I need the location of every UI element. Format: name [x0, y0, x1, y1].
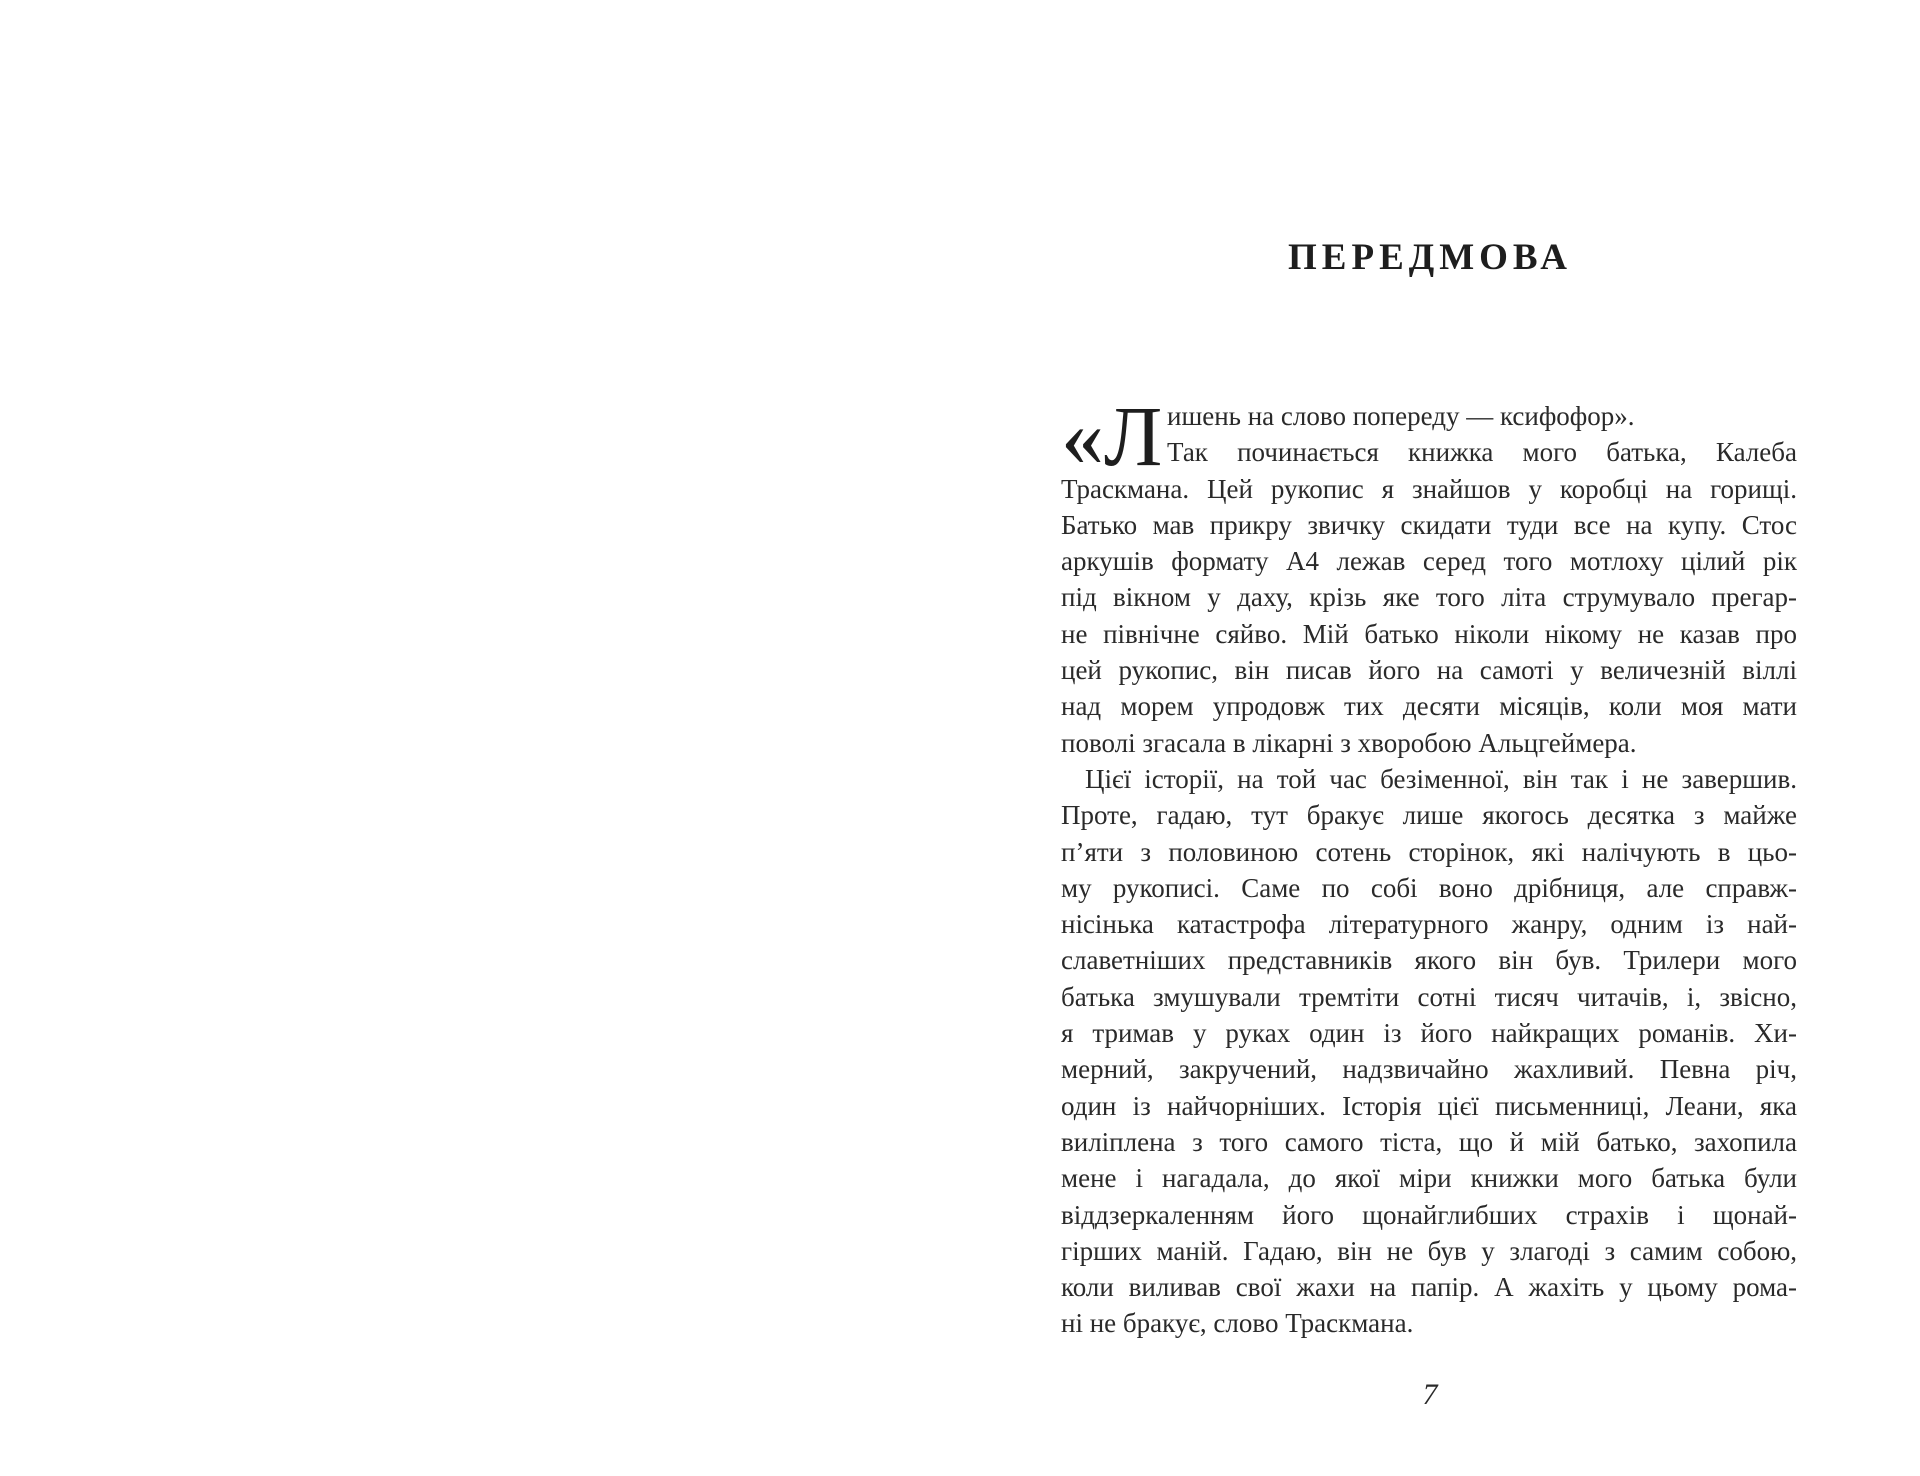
text-line: над морем упродовж тих десяти місяців, коли моя мати: [1061, 691, 1797, 722]
chapter-title: ПЕРЕДМОВА: [1288, 237, 1572, 278]
text-line: аркушів формату А4 лежав серед того мотлоху цілий рік: [1061, 546, 1797, 577]
text-line: Траскмана. Цей рукопис я знайшов у коробці на горищі.: [1061, 473, 1797, 504]
text-line: не північне сяйво. Мій батько ніколи нікому не казав про: [1061, 618, 1797, 649]
text-line: коли виливав свої жахи на папір. А жахіть у цьому рома-: [1061, 1272, 1797, 1303]
text-line: виліплена з того самого тіста, що й мій батько, захопила: [1061, 1126, 1797, 1157]
text-line: ні не бракує, слово Траскмана.: [1061, 1308, 1414, 1339]
text-line: ишень на слово попереду — ксифофор».: [1167, 401, 1635, 431]
text-line: славетніших представників якого він був. Трилери мого: [1061, 945, 1797, 976]
text-line: один із найчорніших. Історія цієї письменниці, Леани, яка: [1061, 1090, 1797, 1121]
text-line: нісінька катастрофа літературного жанру, одним із най-: [1061, 909, 1797, 940]
text-line: мерний, закручений, надзвичайно жахливий. Певна річ,: [1061, 1054, 1797, 1085]
body-text: [1061, 388, 1797, 1342]
text-line: цей рукопис, він писав його на самоті у величезній віллі: [1061, 655, 1797, 686]
text-line: Цієї історії, на той час безіменної, він так і не завершив.: [1085, 763, 1797, 794]
page-number: 7: [1422, 1378, 1438, 1411]
text-line: поволі згасала в лікарні з хворобою Альцгеймера.: [1061, 727, 1637, 758]
text-line: гірших маній. Гадаю, він не був у злагоді з самим собою,: [1061, 1235, 1797, 1266]
text-line: му рукописі. Саме по собі воно дрібниця, але справж-: [1061, 872, 1797, 903]
text-line: віддзеркаленням його щонайглибших страхів і щонай-: [1061, 1199, 1797, 1230]
text-line: Так починається книжка мого батька, Калеба: [1167, 437, 1797, 468]
text-line: Батько мав прикру звичку скидати туди все на купу. Стос: [1061, 509, 1797, 540]
drop-cap: «Л: [1061, 388, 1163, 484]
text-line: під вікном у даху, крізь яке того літа струмувало прегар-: [1061, 582, 1797, 613]
text-line: батька змушували тремтіти сотні тисяч читачів, і, звісно,: [1061, 981, 1797, 1012]
text-line: Проте, гадаю, тут бракує лише якогось десятка з майже: [1061, 800, 1797, 831]
text-line: мене і нагадала, до якої міри книжки мого батька були: [1061, 1163, 1797, 1194]
text-line: я тримав у руках один із його найкращих романів. Хи-: [1061, 1018, 1797, 1049]
text-line: п’яти з половиною сотень сторінок, які налічують в цьо-: [1061, 836, 1797, 867]
